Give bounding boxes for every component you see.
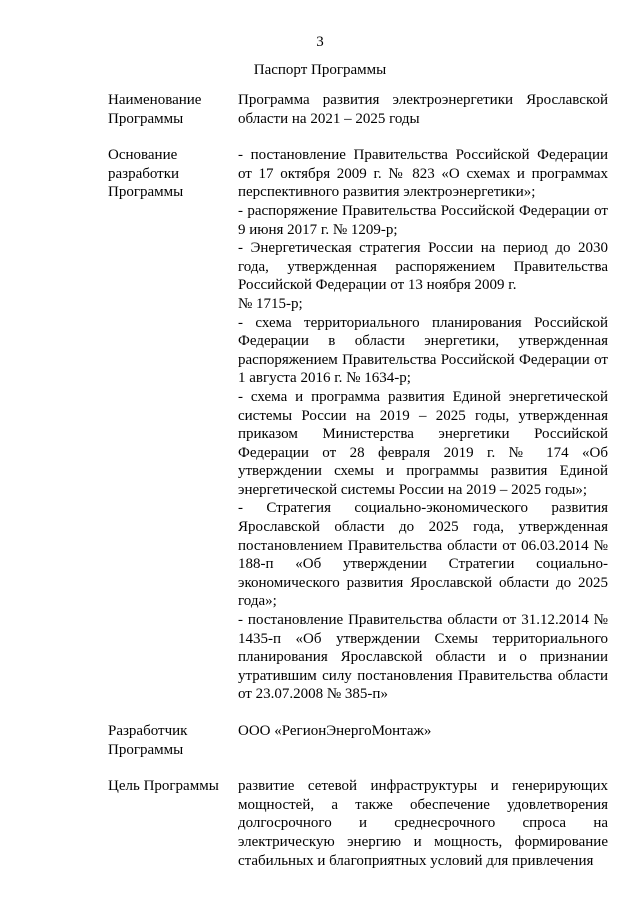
passport-table	[108, 91, 608, 870]
value-paragraph: - распоряжение Правительства Российской Федерации от 9 июня 2017 г. № 1209-р;	[238, 202, 608, 238]
row-label-line: разработки	[108, 165, 180, 182]
value-paragraph: № 1715-р;	[238, 295, 303, 312]
row-label-line: Наименование	[108, 92, 202, 108]
row-program-name	[108, 91, 608, 128]
row-value	[238, 146, 608, 704]
row-label	[108, 91, 238, 128]
row-label-line: Программы	[108, 110, 184, 127]
value-paragraph: - постановление Правительства области от 31.12.2014 № 1435-п «Об утверждении Схемы территориального планирования Ярославской области и о признании утратившим силу постановления Правительства области от 23.07.2008 № 385-п»	[238, 612, 608, 703]
row-label-line: Цель Программы	[108, 778, 219, 795]
value-paragraph: ООО «РегионЭнергоМонтаж»	[238, 723, 432, 739]
page-number: 3	[316, 34, 324, 50]
row-value	[238, 722, 608, 759]
row-label-line: Программы	[108, 741, 184, 758]
row-label	[108, 722, 238, 759]
row-basis	[108, 146, 608, 704]
row-value	[238, 91, 608, 128]
page-title: Паспорт Программы	[253, 62, 387, 78]
row-goal	[108, 777, 608, 870]
row-developer	[108, 722, 608, 759]
row-label	[108, 777, 238, 870]
row-label-line: Разработчик	[108, 723, 188, 739]
value-paragraph: развитие сетевой инфраструктуры и генерирующих мощностей, а также обеспечение удовлетворения долгосрочного и среднесрочного спроса на электрическую энергию и мощность, формирование стабильных и благоприятных условий для привлечения	[238, 778, 608, 869]
row-value	[238, 777, 608, 870]
value-paragraph: - схема территориального планирования Российской Федерации в области энергетики, утвержденная распоряжением Правительства Российской Федерации от 1 августа 2016 г. № 1634-р;	[238, 314, 608, 387]
value-paragraph: - схема и программа развития Единой энергетической системы России на 2019 – 2025 годы, утвержденная приказом Министерства энергетики Российской Федерации от 28 февраля 2019 г. № 174 «Об утверждении схемы и программы развития Единой энергетической системы России на 2019 – 2025 годы»;	[238, 388, 608, 498]
value-paragraph: - постановление Правительства Российской Федерации от 17 октября 2009 г. № 823 «О схемах и программах перспективного развития электроэнергетики»;	[238, 147, 608, 201]
row-label-line: Основание	[108, 147, 178, 164]
value-paragraph: - Энергетическая стратегия России на период до 2030 года, утвержденная распоряжением Правительства Российской Федерации от 13 ноября 2009 г.	[238, 240, 608, 294]
row-label	[108, 146, 238, 704]
value-paragraph: Программа развития электроэнергетики Ярославской области на 2021 – 2025 годы	[238, 92, 608, 127]
value-paragraph: - Стратегия социально-экономического развития Ярославской области до 2025 года, утвержденная постановлением Правительства области от 06.03.2014 № 188-п «Об утверждении Стратегии социально-экономического развития Ярославской области до 2025 года»;	[238, 500, 608, 610]
row-label-line: Программы	[108, 184, 184, 201]
